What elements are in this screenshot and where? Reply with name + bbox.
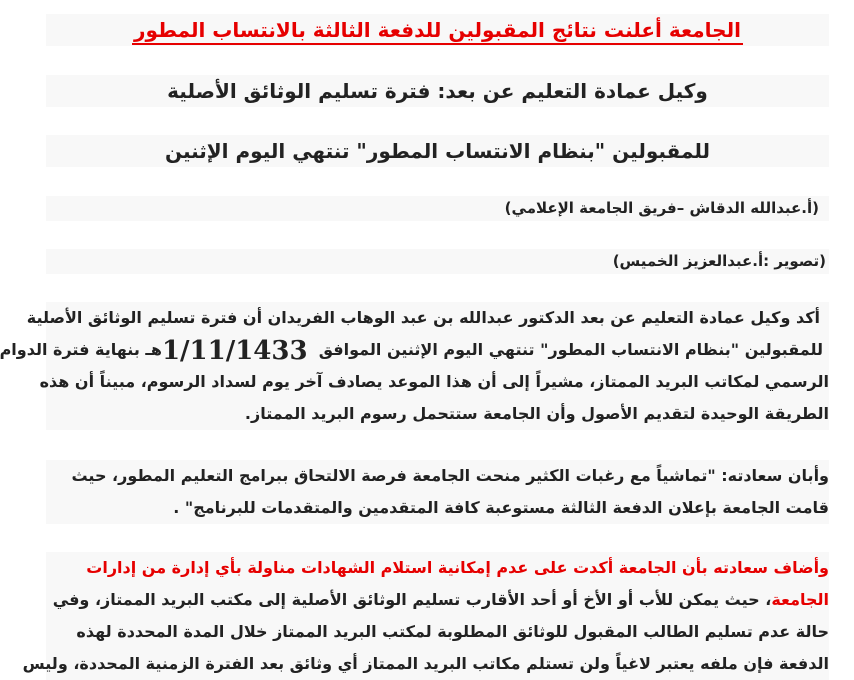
article-paragraph-3	[22, 552, 829, 680]
photo-credit: (تصوير :أ.عبدالعزيز الخميس)	[46, 249, 829, 274]
headline-text: الجامعة أعلنت نتائج المقبولين للدفعة الثالثة بالانتساب المطور	[132, 18, 743, 45]
end-date: 1/11/1433	[161, 335, 308, 366]
paragraph-1-line-1: أكد وكيل عمادة التعليم عن بعد الدكتور عبدالله بن عبد الوهاب الفريدان أن فترة تسليم الوثائق الأصلية	[26, 308, 820, 327]
article-subtitle-line-1: وكيل عمادة التعليم عن بعد: فترة تسليم الوثائق الأصلية	[46, 75, 829, 107]
paragraph-2-line-2: قامت الجامعة بإعلان الدفعة الثالثة مستوعبة كافة المتقدمين والمتقدمات للبرنامج" .	[173, 498, 829, 517]
paragraph-1-line-3: الرسمي لمكاتب البريد الممتاز، مشيراً إلى أن هذا الموعد يصادف آخر يوم لسداد الرسوم، مبيناً أن هذه	[39, 372, 829, 391]
article-headline	[46, 14, 829, 46]
article-paragraph-2	[46, 460, 829, 524]
paragraph-1-line-4: الطريقة الوحيدة لتقديم الأصول وأن الجامعة ستتحمل رسوم البريد الممتاز.	[244, 404, 829, 423]
paragraph-1-line-2-start: للمقبولين "بنظام الانتساب المطور" تنتهي اليوم الإثنين الموافق	[318, 340, 823, 359]
paragraph-2-line-1: وأبان سعادته: "تماشياً مع رغبات الكثير منحت الجامعة فرصة الالتحاق ببرامج التعليم المطور، حيث	[71, 466, 829, 485]
paragraph-1-line-2-end: هـ بنهاية فترة الدوام	[0, 340, 162, 359]
paragraph-3-line-2-rest: ، حيث يمكن للأب أو الأخ أو أحد الأقارب تسليم الوثائق الأصلية إلى مكتب البريد الممتاز، وفي	[52, 590, 772, 609]
article-paragraph-1	[0, 302, 829, 430]
paragraph-3-line-4: الدفعة فإن ملفه يعتبر لاغياً ولن تستلم مكاتب البريد الممتاز أي وثائق بعد الفترة الزمنية المحددة، وليس	[22, 654, 829, 673]
paragraph-3-line-2	[46, 584, 829, 616]
paragraph-3-highlight: الجامعة	[771, 590, 829, 609]
paragraph-3-line-1: وأضاف سعادته بأن الجامعة أكدت على عدم إمكانية استلام الشهادات مناولة بأي إدارة من إدارات	[86, 558, 829, 577]
article-subtitle-line-2: للمقبولين "بنظام الانتساب المطور" تنتهي اليوم الإثنين	[46, 135, 829, 167]
paragraph-3-line-3: حالة عدم تسليم الطالب المقبول للوثائق المطلوبة لمكتب البريد الممتاز خلال المدة المحددة لهذه	[76, 622, 829, 641]
writer-credit: (أ.عبدالله الدقاش –فريق الجامعة الإعلامي)	[46, 196, 829, 221]
paragraph-1-line-2	[0, 334, 829, 366]
